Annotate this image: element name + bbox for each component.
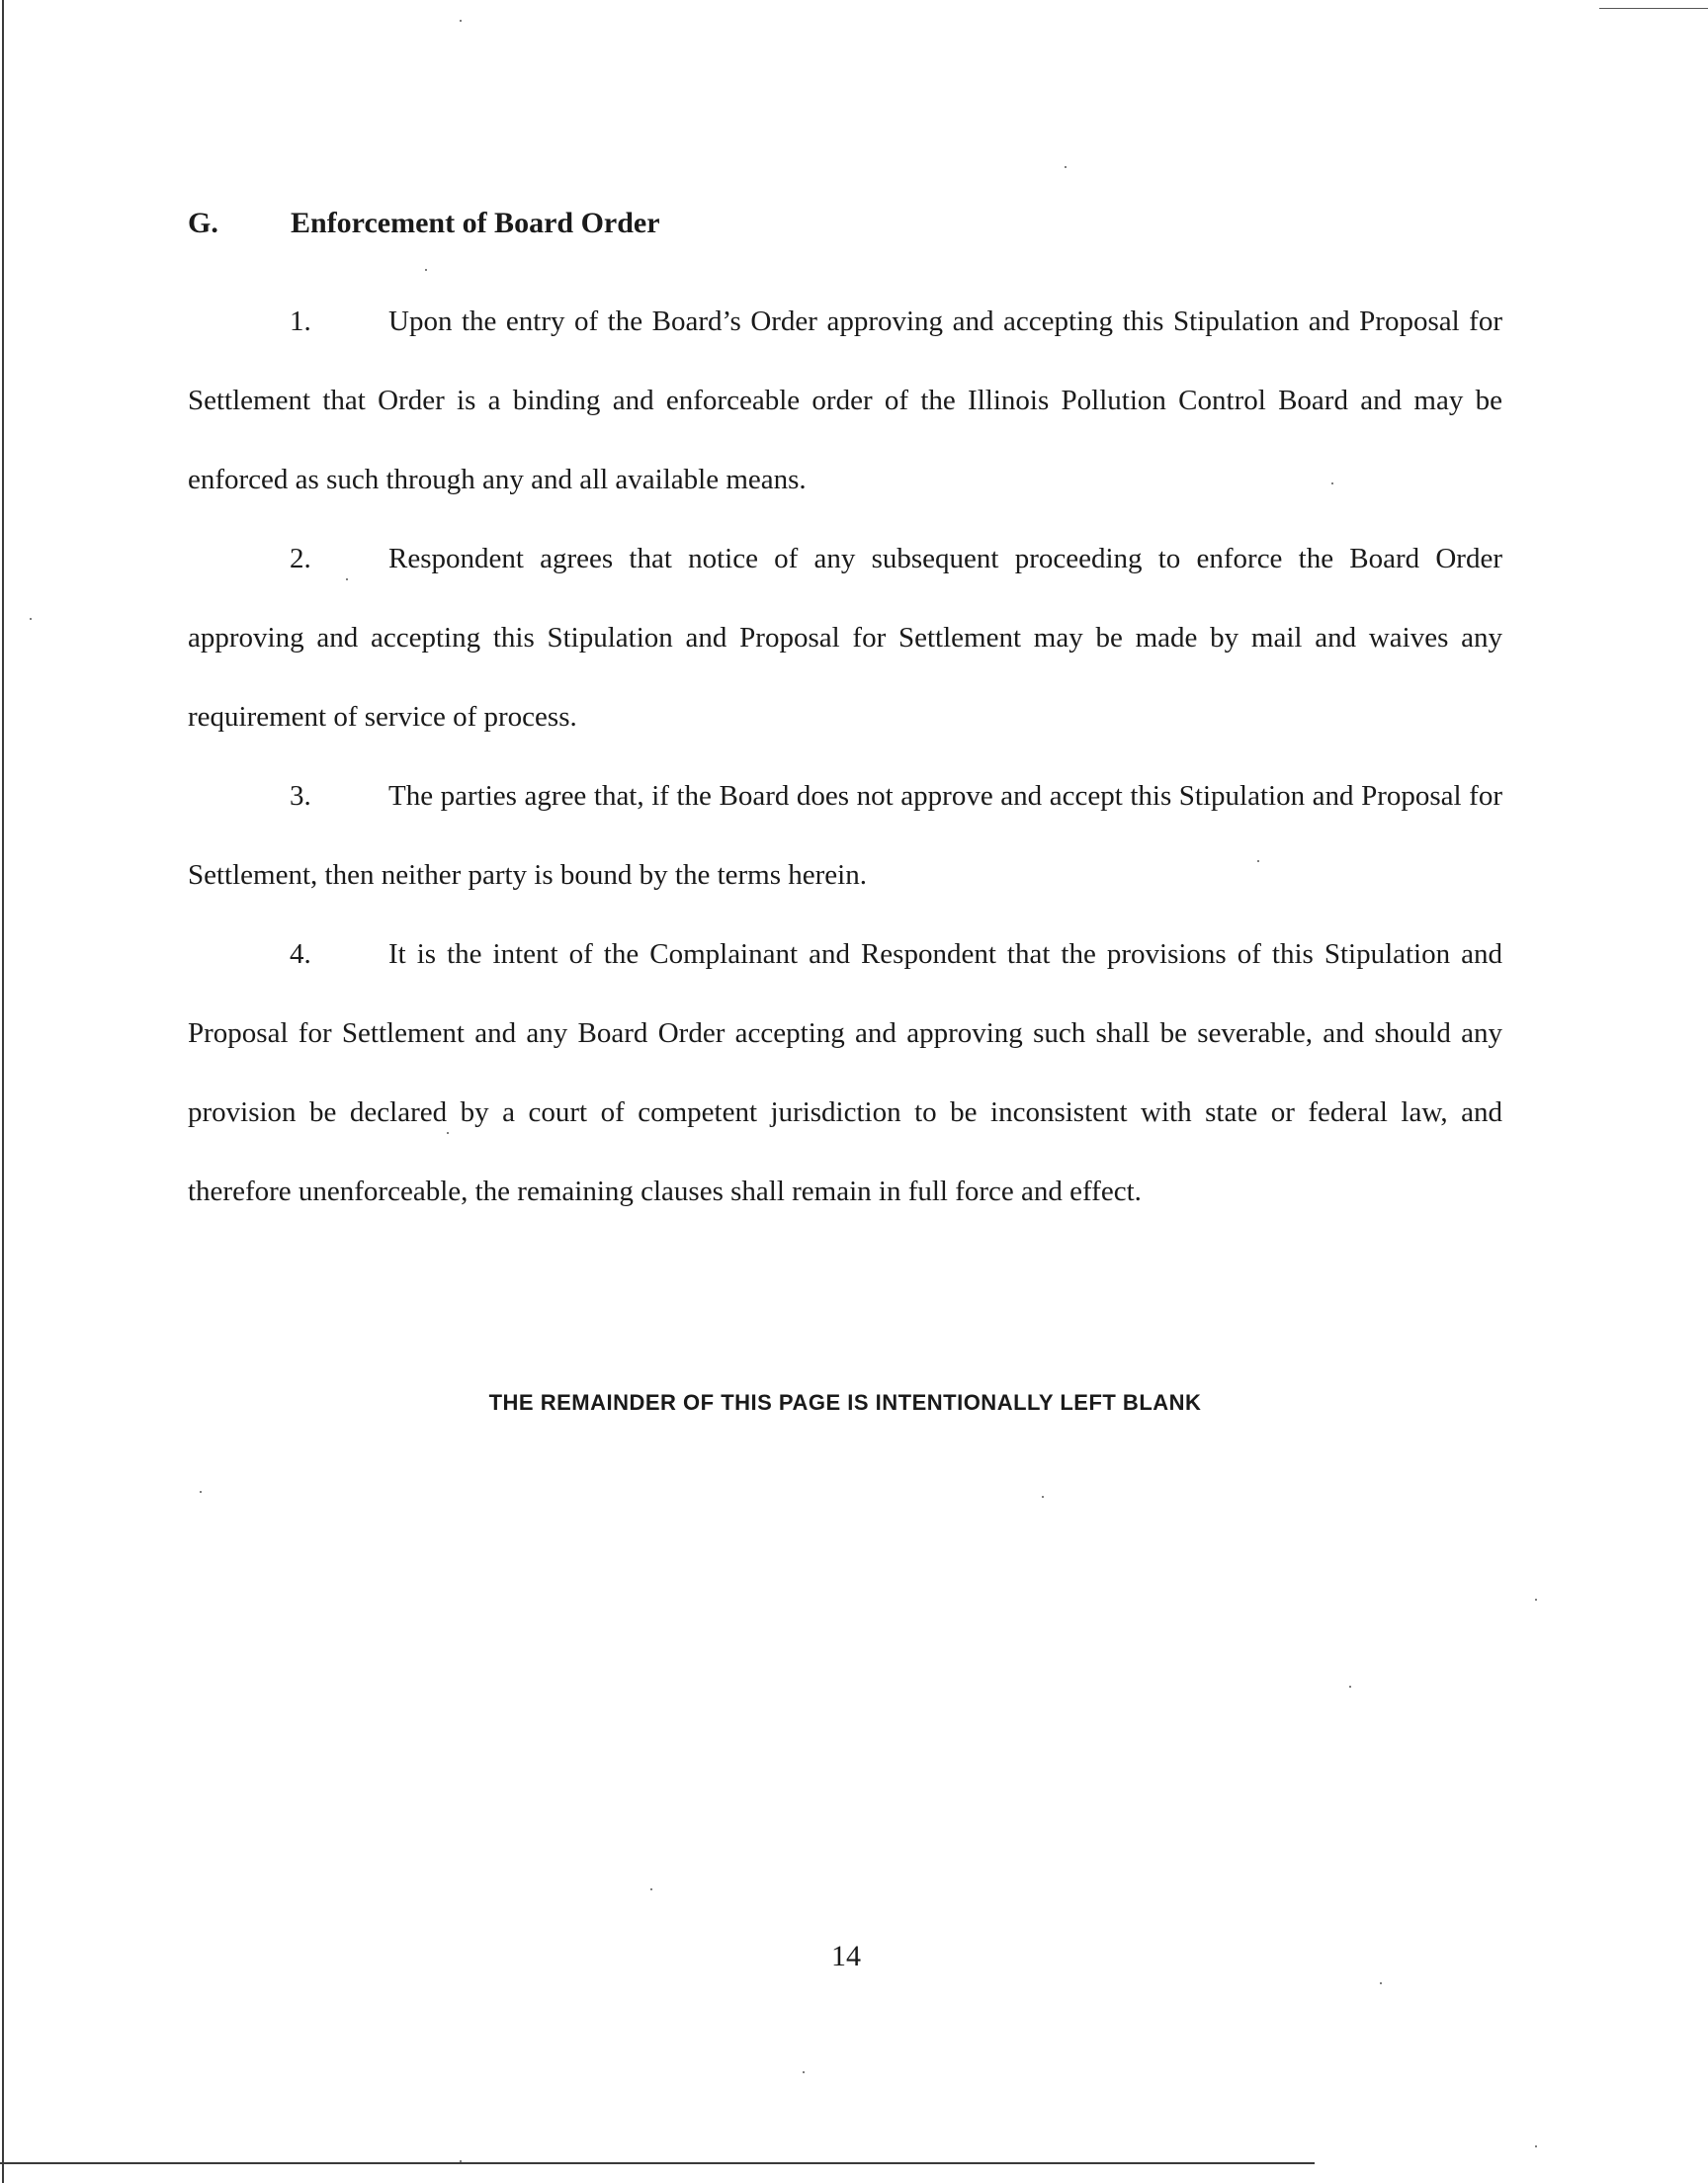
paragraph-text: It is the intent of the Complainant and Respondent that the provisions of this Stipulation and Proposal for Settlement and any Board Order accepting and approving such shall be severable, and should any provision be declared by a court of competent jurisdiction to be inconsistent with state or federal law, and therefore unenforceable, the remaining clauses shall remain in full force and effect. <box>188 938 1502 1207</box>
blank-page-notice: THE REMAINDER OF THIS PAGE IS INTENTIONALLY LEFT BLANK <box>488 1390 1202 1415</box>
paragraph-text: The parties agree that, if the Board does not approve and accept this Stipulation and Proposal for Settlement, then neither party is bound by the terms herein. <box>188 780 1502 891</box>
paragraph-number: 1. <box>290 306 311 337</box>
scan-speck <box>1535 1599 1537 1601</box>
paragraph-3 <box>188 756 1502 915</box>
scan-speck <box>803 2071 805 2073</box>
body-text <box>188 282 1502 1231</box>
paragraph-text: Respondent agrees that notice of any subsequent proceeding to enforce the Board Order approving and accepting this Stipulation and Proposal for Settlement may be made by mail and waives any requirement of service of process. <box>188 543 1502 733</box>
scan-speck <box>1380 1982 1382 1984</box>
scan-edge-top-right <box>1599 8 1708 9</box>
paragraph-number: 4. <box>290 938 311 970</box>
paragraph-2 <box>188 519 1502 756</box>
scan-speck <box>1065 166 1067 168</box>
scan-speck <box>1349 1686 1351 1688</box>
scan-speck <box>460 2160 462 2162</box>
section-heading <box>188 204 660 243</box>
scan-speck <box>650 1888 652 1890</box>
paragraph-4 <box>188 915 1502 1231</box>
scan-speck <box>1535 2145 1537 2147</box>
scan-speck <box>460 20 462 22</box>
scan-edge-left <box>2 0 4 2183</box>
paragraph-1 <box>188 282 1502 519</box>
page-number: 14 <box>831 1940 861 1972</box>
paragraph-number: 2. <box>290 543 311 574</box>
paragraph-text: Upon the entry of the Board’s Order approving and accepting this Stipulation and Proposal for Settlement that Order is a binding and enforceable order of the Illinois Pollution Control Board and may be enforced as such through any and all available means. <box>188 306 1502 495</box>
scan-speck <box>30 618 32 620</box>
paragraph-number: 3. <box>290 780 311 812</box>
section-letter: G. <box>188 207 218 239</box>
scan-speck <box>425 269 427 271</box>
scan-edge-bottom <box>0 2162 1315 2164</box>
scan-speck <box>200 1491 202 1493</box>
section-title: Enforcement of Board Order <box>291 207 660 239</box>
scan-speck <box>1042 1496 1044 1498</box>
